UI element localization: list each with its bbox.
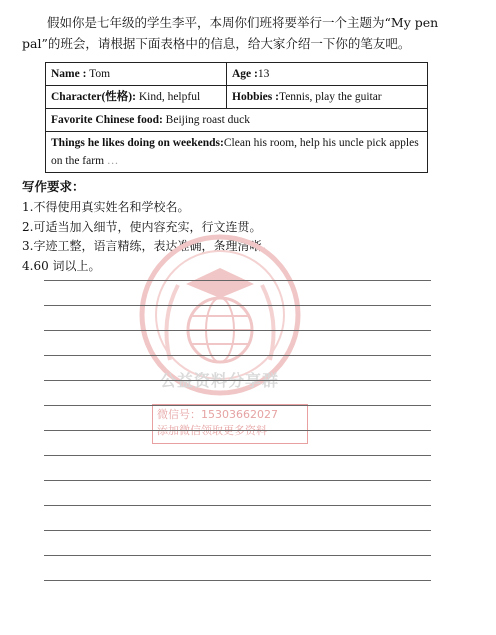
writing-line	[44, 555, 431, 556]
name-cell	[46, 63, 227, 86]
weekend-label: Things he likes doing on weekends:	[51, 137, 224, 149]
writing-line	[44, 380, 431, 381]
info-table	[45, 62, 428, 173]
watermark-line2: 添加微信领取更多资料	[157, 424, 267, 437]
writing-line	[44, 530, 431, 531]
requirement-item: 1.不得使用真实姓名和学校名。	[22, 200, 190, 214]
writing-line	[44, 505, 431, 506]
table-row	[46, 63, 428, 86]
requirements-list	[22, 198, 273, 276]
table-row	[46, 109, 428, 132]
name-label: Name :	[51, 68, 87, 80]
writing-line	[44, 330, 431, 331]
weekend-value: Clean his room, help his uncle pick apples on the farm	[51, 137, 419, 167]
character-label: Character(性格):	[51, 91, 136, 103]
weekend-ellipsis: …	[106, 155, 119, 167]
food-value: Beijing roast duck	[162, 114, 250, 126]
intro-paragraph: 假如你是七年级的学生李平，本周你们班将要举行一个主题为“My pen pal”的班会，请根据下面表格中的信息，给大家介绍一下你的笔友吧。	[22, 15, 439, 51]
requirement-item: 2.可适当加入细节，使内容充实，行文连贯。	[22, 219, 262, 234]
writing-line	[44, 455, 431, 456]
writing-line	[44, 580, 431, 581]
hobbies-cell	[227, 86, 428, 109]
age-cell	[227, 63, 428, 86]
table-row	[46, 132, 428, 173]
requirement-item: 3.字迹工整，语言精练，表达准确，条理清晰。	[22, 239, 274, 253]
writing-line	[44, 355, 431, 356]
table-row	[46, 86, 428, 109]
writing-line	[44, 480, 431, 481]
food-cell	[46, 109, 428, 132]
hobbies-value: Tennis, play the guitar	[278, 91, 382, 103]
watermark-line1: 微信号：15303662027	[157, 408, 278, 421]
writing-line	[44, 305, 431, 306]
age-value: 13	[257, 68, 270, 80]
requirements-title: 写作要求：	[22, 179, 85, 194]
writing-line	[44, 430, 431, 431]
character-cell	[46, 86, 227, 109]
watermark-contact-box	[152, 404, 308, 444]
age-label: Age :	[232, 68, 258, 80]
food-label: Favorite Chinese food:	[51, 114, 163, 126]
hobbies-label: Hobbies :	[232, 91, 279, 103]
watermark-brand: 公益资料分享群	[160, 371, 280, 390]
weekend-cell	[46, 132, 428, 173]
name-value: Tom	[86, 68, 111, 80]
writing-line	[44, 405, 431, 406]
requirement-item: 4.60 词以上。	[22, 258, 101, 273]
character-value: Kind, helpful	[135, 91, 201, 103]
writing-line	[44, 280, 431, 281]
